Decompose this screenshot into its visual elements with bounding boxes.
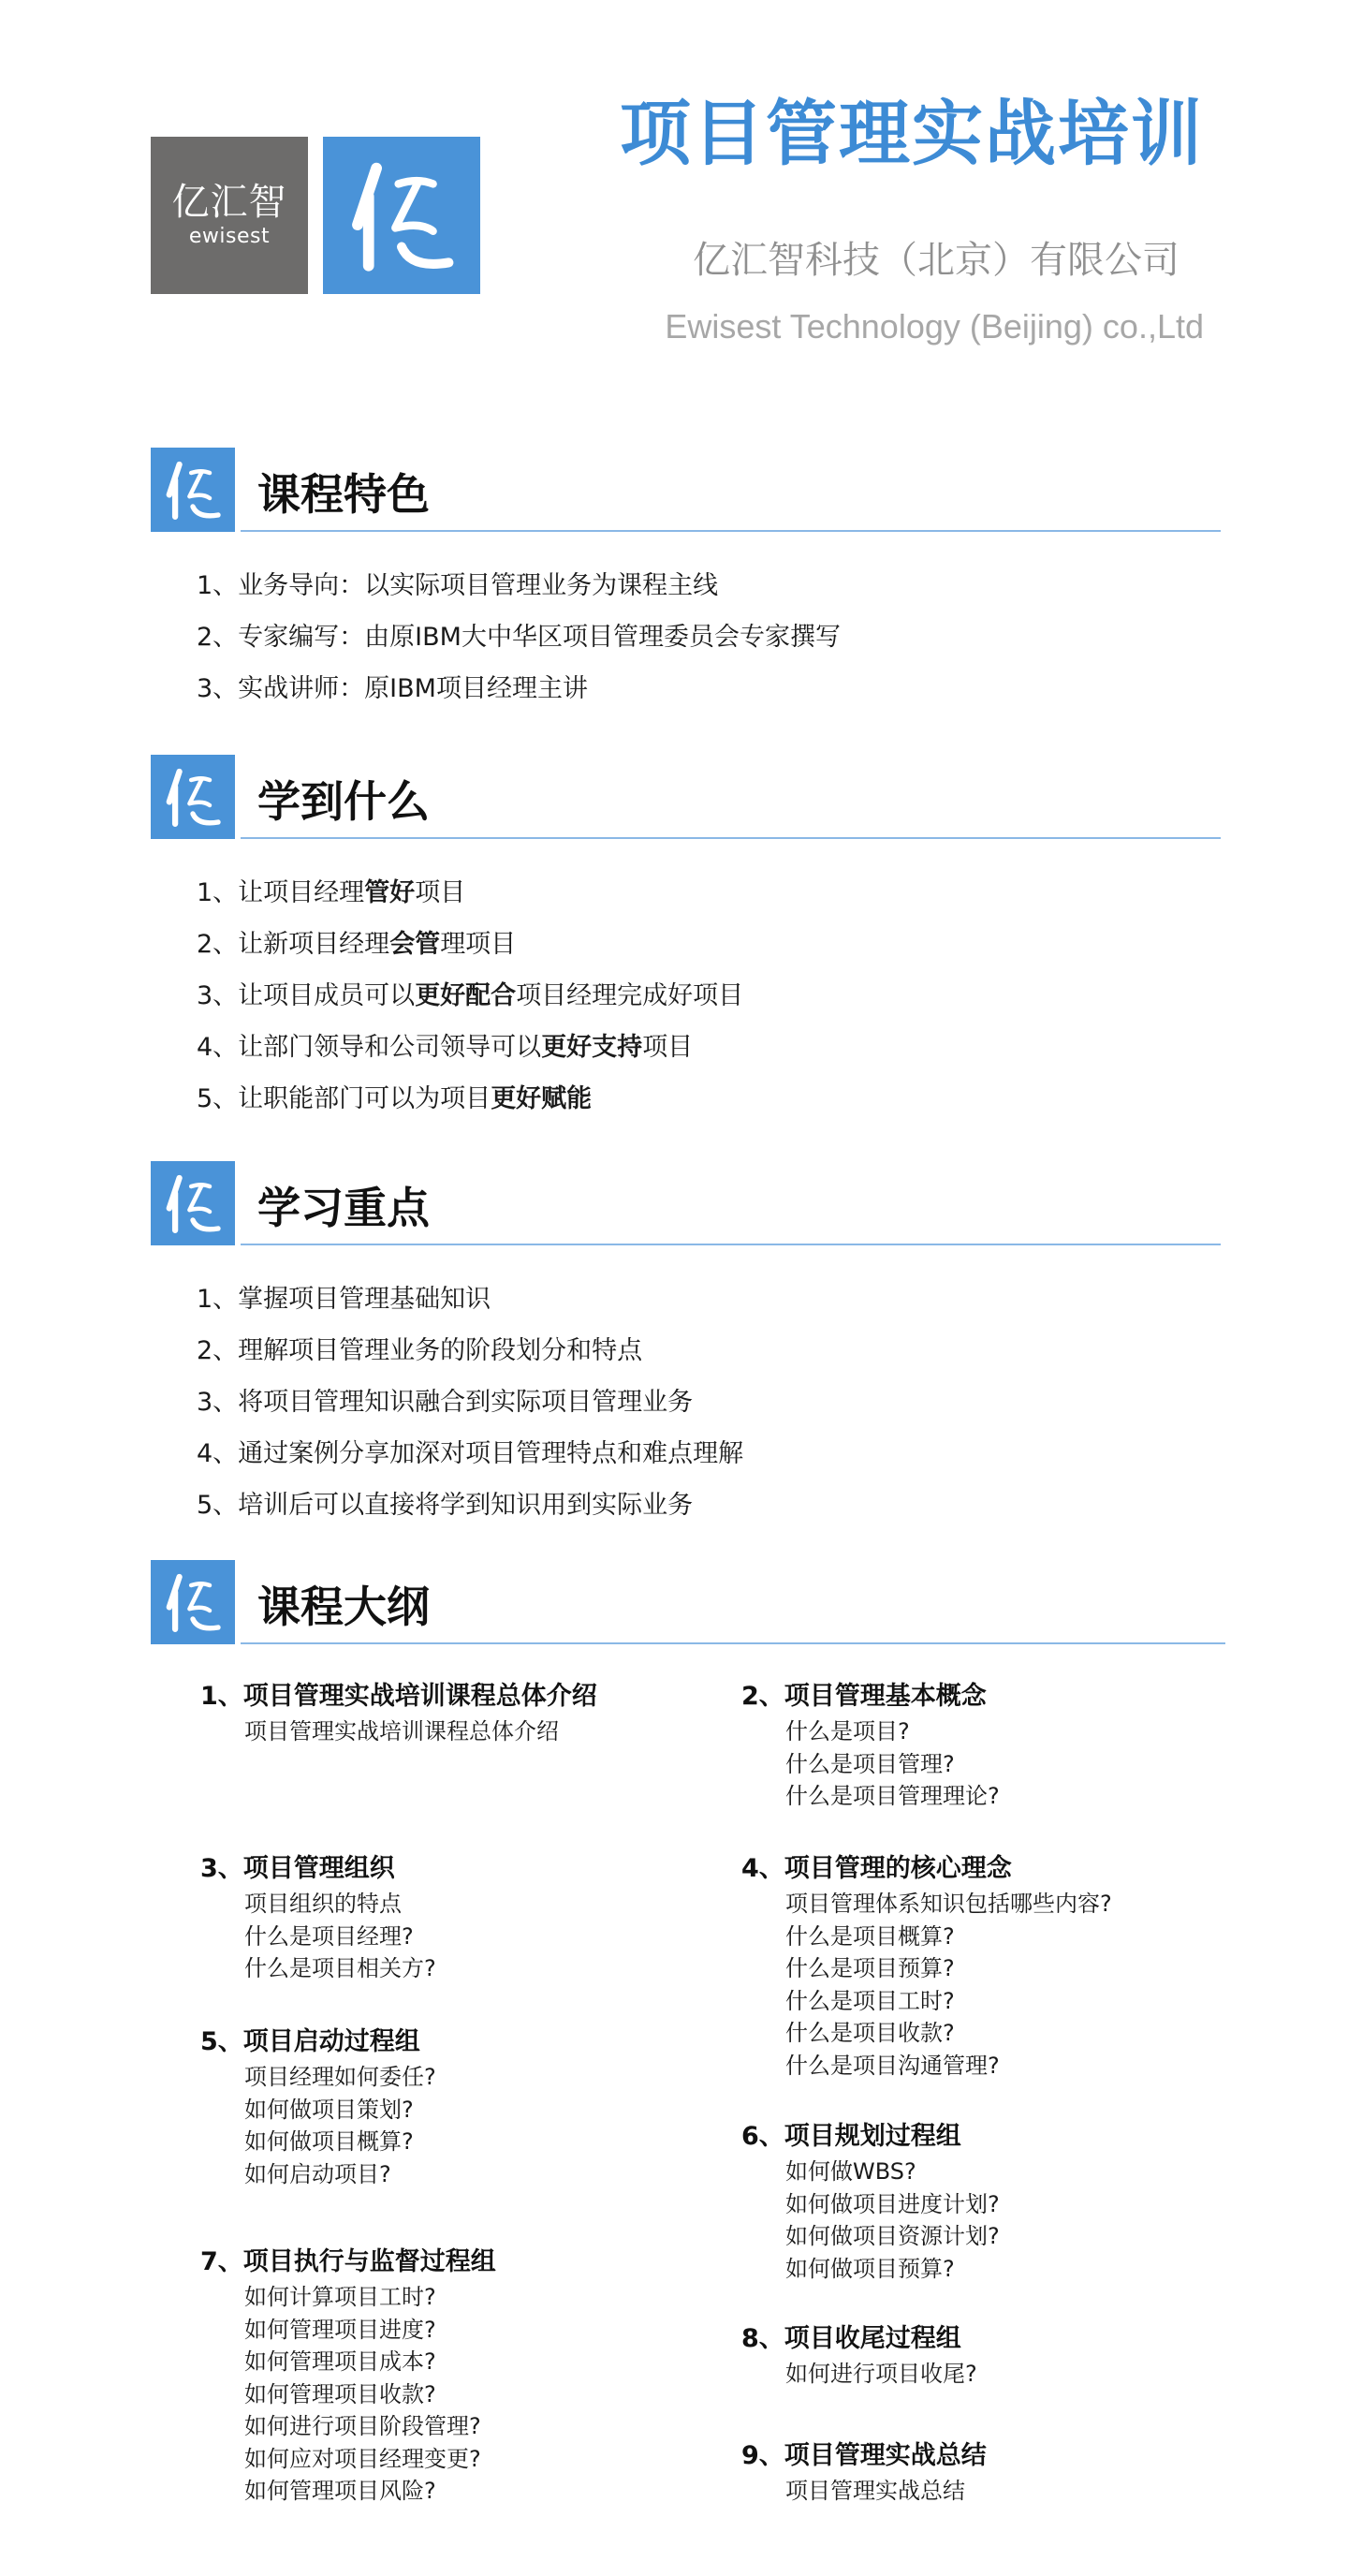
section-header-features (151, 448, 1221, 532)
outline-module-title: 7、项目执行与监督过程组 (200, 2247, 496, 2276)
outline-module-title: 5、项目启动过程组 (200, 2027, 420, 2056)
logo-text-en: ewisest (188, 225, 271, 248)
section-header-outcomes (151, 755, 1221, 839)
outline-topic: 如何做WBS? (785, 2158, 916, 2185)
emphasis-text: 更好赋能 (491, 1084, 593, 1113)
company-name-en: Ewisest Technology (Beijing) co.,Ltd (665, 307, 1204, 346)
outline-module-title: 2、项目管理基本概念 (741, 1682, 987, 1711)
outline-topic: 项目组织的特点 (244, 1891, 402, 1917)
outline-module-7 (200, 2244, 496, 2508)
list-item-text: 项目 (415, 878, 466, 907)
list-item (197, 919, 743, 970)
outcomes-list (197, 867, 743, 1125)
outline-module-8 (741, 2320, 977, 2391)
emphasis-text: 更好支持 (541, 1033, 643, 1062)
company-name-cn: 亿汇智科技（北京）有限公司 (693, 239, 1180, 282)
section-title: 学到什么 (257, 776, 430, 827)
outline-module-title: 9、项目管理实战总结 (741, 2441, 987, 2470)
list-item-text: 4、让部门领导和公司领导可以 (197, 1033, 542, 1062)
outline-topic: 什么是项目相关方? (244, 1955, 436, 1981)
page-title: 项目管理实战培训 (620, 92, 1204, 175)
list-item-text: 3、将项目管理知识融合到实际项目管理业务 (197, 1388, 694, 1417)
outline-topic: 什么是项目工时? (785, 1987, 955, 2014)
list-item-text: 5、培训后可以直接将学到知识用到实际业务 (197, 1491, 694, 1520)
list-item-text: 项目 (642, 1033, 694, 1062)
ewisest-logo-icon (151, 1560, 235, 1644)
ewisest-logo-icon (151, 1161, 235, 1245)
outline-topic: 项目经理如何委任? (244, 2064, 436, 2090)
outline-topic: 如何管理项目成本? (244, 2348, 436, 2375)
list-item (197, 1273, 743, 1325)
outline-topic: 如何管理项目风险? (244, 2478, 436, 2504)
outline-module-title: 4、项目管理的核心理念 (741, 1854, 1012, 1883)
outline-module-title: 1、项目管理实战培训课程总体介绍 (200, 1682, 597, 1711)
list-item-text: 2、理解项目管理业务的阶段划分和特点 (197, 1336, 643, 1365)
list-item-text: 5、让职能部门可以为项目 (197, 1084, 491, 1113)
ewisest-logo-icon (151, 755, 235, 839)
list-item-text: 理项目 (440, 930, 517, 959)
list-item (197, 611, 841, 663)
outline-module-9 (741, 2437, 987, 2508)
list-item (197, 1479, 743, 1531)
outline-module-2 (741, 1678, 1000, 1813)
list-item (197, 1073, 743, 1125)
ewisest-logo-icon (151, 448, 235, 532)
section-divider (241, 837, 1221, 839)
outline-topic: 如何进行项目收尾? (785, 2361, 977, 2387)
list-item-text: 3、实战讲师：原IBM项目经理主讲 (197, 674, 588, 703)
outline-topic: 如何做项目预算? (785, 2255, 955, 2282)
list-item (197, 970, 743, 1022)
outline-module-1 (200, 1678, 597, 1748)
outline-topic: 如何做项目概算? (244, 2128, 414, 2155)
list-item (197, 1022, 743, 1073)
focus-list (197, 1273, 743, 1531)
outline-topic: 如何进行项目阶段管理? (244, 2413, 481, 2439)
outline-topic: 什么是项目管理? (785, 1750, 955, 1777)
outline-topic: 如何做项目策划? (244, 2096, 414, 2123)
outline-topic: 什么是项目管理理论? (785, 1783, 1000, 1809)
list-item (197, 867, 743, 919)
outline-topic: 什么是项目收款? (785, 2020, 955, 2046)
list-item-text: 1、业务导向：以实际项目管理业务为课程主线 (197, 571, 719, 600)
outline-topic: 项目管理实战总结 (785, 2478, 965, 2504)
list-item (197, 1376, 743, 1428)
outline-module-title: 8、项目收尾过程组 (741, 2324, 961, 2353)
outline-topic: 如何管理项目收款? (244, 2380, 436, 2407)
outline-topic: 如何启动项目? (244, 2160, 391, 2187)
list-item-text: 项目经理完成好项目 (516, 981, 744, 1010)
section-header-focus (151, 1161, 1221, 1245)
outline-topic: 什么是项目预算? (785, 1955, 955, 1981)
emphasis-text: 管好 (364, 878, 416, 907)
section-divider (241, 1244, 1221, 1245)
outline-module-title: 3、项目管理组织 (200, 1854, 395, 1883)
outline-topic: 如何做项目资源计划? (785, 2223, 1000, 2249)
features-list (197, 560, 841, 714)
outline-topic: 什么是项目沟通管理? (785, 2052, 1000, 2079)
outline-topic: 什么是项目? (785, 1718, 910, 1744)
emphasis-text: 会管 (389, 930, 441, 959)
list-item (197, 1325, 743, 1376)
emphasis-text: 更好配合 (415, 981, 517, 1010)
outline-topic: 项目管理实战培训课程总体介绍 (244, 1718, 559, 1744)
outline-topic: 如何做项目进度计划? (785, 2190, 1000, 2217)
ewisest-logo-icon (323, 137, 480, 294)
outline-module-6 (741, 2118, 1000, 2285)
list-item (197, 1428, 743, 1479)
outline-topic: 什么是项目经理? (244, 1922, 414, 1950)
section-title: 课程特色 (257, 469, 430, 520)
outline-topic: 如何应对项目经理变更? (244, 2445, 481, 2472)
list-item (197, 560, 841, 611)
list-item-text: 3、让项目成员可以 (197, 981, 416, 1010)
outline-module-4 (741, 1850, 1112, 2082)
section-divider (241, 530, 1221, 532)
list-item-text: 2、让新项目经理 (197, 930, 390, 959)
section-title: 课程大纲 (257, 1582, 430, 1632)
outline-topic: 项目管理体系知识包括哪些内容? (785, 1891, 1112, 1917)
outline-module-3 (200, 1850, 436, 1985)
list-item-text: 1、掌握项目管理基础知识 (197, 1285, 491, 1314)
company-logo-grey (151, 137, 308, 294)
logo-text-cn: 亿汇智 (171, 181, 287, 224)
section-title: 学习重点 (257, 1183, 430, 1233)
outline-module-title: 6、项目规划过程组 (741, 2122, 961, 2151)
outline-topic: 如何管理项目进度? (244, 2316, 436, 2343)
outline-topic: 如何计算项目工时? (244, 2284, 436, 2310)
outline-topic: 什么是项目概算? (785, 1922, 955, 1950)
section-divider (241, 1642, 1225, 1644)
list-item (197, 663, 841, 714)
list-item-text: 1、让项目经理 (197, 878, 365, 907)
list-item-text: 4、通过案例分享加深对项目管理特点和难点理解 (197, 1439, 744, 1468)
section-header-outline (151, 1560, 1225, 1644)
list-item-text: 2、专家编写：由原IBM大中华区项目管理委员会专家撰写 (197, 623, 841, 652)
outline-module-5 (200, 2024, 436, 2190)
